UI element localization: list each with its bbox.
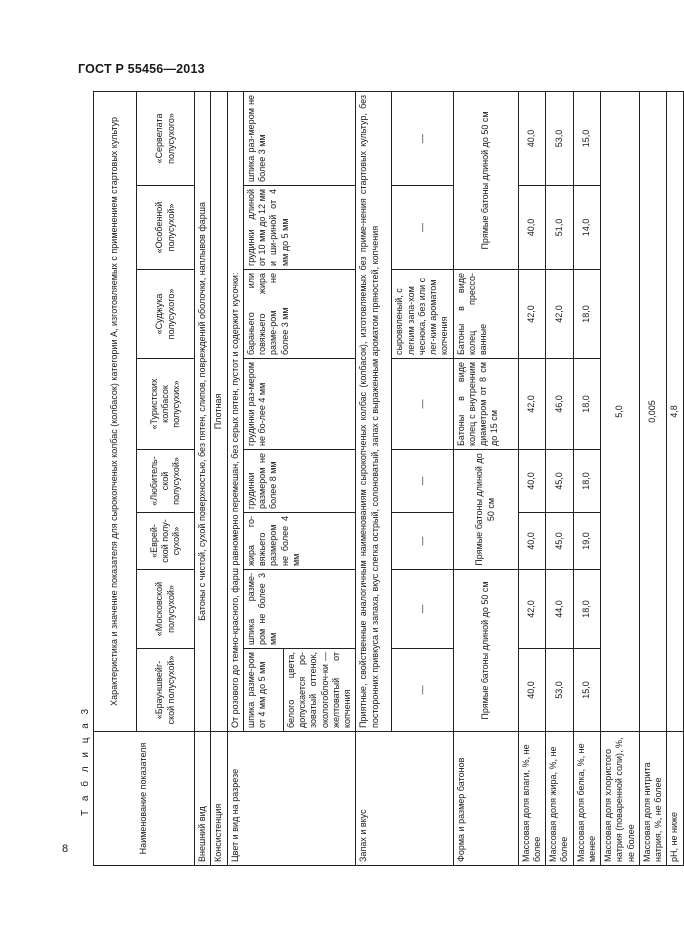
protein-value: 18,0 xyxy=(573,270,601,359)
color-value: грудинки длиной от 10 мм до 12 мм и ши-риной от 4 мм до 5 мм xyxy=(243,186,356,270)
characteristics-group-header: Характеристика и значение показателя для сырокопченых колбас (колбасок) категории А, изготовляемых с применением стартовых культур xyxy=(94,91,137,731)
dash: — xyxy=(392,513,453,570)
row-label-fat: Массовая доля жира, %, не более xyxy=(546,732,574,866)
shape-value: Батоны в виде колец с внутренним диаметром от 8 см до 15 см xyxy=(453,359,518,450)
nitrite-value: 0,005 xyxy=(639,91,667,731)
fat-value: 44,0 xyxy=(546,570,574,649)
shape-value: Прямые батоны длиной до 50 см xyxy=(453,570,518,732)
protein-value: 15,0 xyxy=(573,91,601,185)
quality-indicators-table xyxy=(93,91,684,866)
row-label-shape: Форма и размер батонов xyxy=(453,732,518,866)
fat-value: 42,0 xyxy=(546,270,574,359)
dash: — xyxy=(392,649,453,732)
product-header: «Туристских колбасок полусухих» xyxy=(137,359,195,450)
moisture-value: 42,0 xyxy=(518,359,546,450)
shape-value: Батоны в виде колец прессо-ванные xyxy=(453,270,518,359)
fat-value: 45,0 xyxy=(546,450,574,513)
fat-value: 53,0 xyxy=(546,649,574,732)
product-header: «Сервелата полусухого» xyxy=(137,91,195,185)
row-label-consistency: Консистенция xyxy=(211,732,227,866)
document-header: ГОСТ Р 55456—2013 xyxy=(78,62,205,76)
moisture-value: 40,0 xyxy=(518,186,546,270)
protein-value: 18,0 xyxy=(573,570,601,649)
indicator-name-header: Наименование показателя xyxy=(94,732,195,866)
dash: — xyxy=(392,91,453,185)
fat-value: 51,0 xyxy=(546,186,574,270)
color-value: шпика разме-ром не более 3 мм xyxy=(243,570,356,649)
protein-value: 18,0 xyxy=(573,359,601,450)
rotated-table-container xyxy=(93,92,680,866)
product-header: «Любитель-ской полусухой» xyxy=(137,450,195,513)
ph-value: 4,8 xyxy=(667,91,683,731)
shape-value: Прямые батоны длиной до 50 см xyxy=(453,450,518,570)
dash: — xyxy=(392,359,453,450)
moisture-value: 42,0 xyxy=(518,270,546,359)
product-header: «Еврей-ской полу-сухой» xyxy=(137,513,195,570)
protein-value: 15,0 xyxy=(573,649,601,732)
dash: — xyxy=(392,450,453,513)
color-common-value: От розового до темно-красного, фарш равномерно перемешан, без серых пятен, пустот и содержит кусочки: xyxy=(227,91,243,731)
salt-value: 5,0 xyxy=(601,91,640,731)
row-label-salt: Массовая доля хлористого натрия (поваренной соли), %, не более xyxy=(601,732,640,866)
color-value: белого цвета, допускается ро-зоватый оттенок, окологоблоч-ки — желтоватый от копчения xyxy=(283,649,356,732)
row-label-color: Цвет и вид на разрезе xyxy=(227,732,356,866)
shape-value: Прямые батоны длиной до 50 см xyxy=(453,91,518,269)
product-header: «Московской полусухой» xyxy=(137,570,195,649)
taste-common-value: Приятные, свойственные аналогичным наименованиям сырокопченых колбас (колбасок), изготовляемых без приме-нения стартовых культур, без посторонних привкуса и запаха, вкус слегка острый, солоноватый, запах с выраженным ароматом пряностей, копчения xyxy=(356,91,392,731)
consistency-value: Плотная xyxy=(211,91,227,731)
moisture-value: 40,0 xyxy=(518,513,546,570)
row-label-appearance: Внешний вид xyxy=(195,732,211,866)
row-label-protein: Массовая доля белка, %, не менее xyxy=(573,732,601,866)
protein-value: 14,0 xyxy=(573,186,601,270)
color-value: шпика раз-мером не более 3 мм xyxy=(243,91,356,185)
protein-value: 19,0 xyxy=(573,513,601,570)
row-label-nitrite: Массовая доля нитрита натрия, %, не более xyxy=(639,732,667,866)
moisture-value: 42,0 xyxy=(518,570,546,649)
color-value: грудинки размером не более 8 мм xyxy=(243,450,356,513)
page-number: 8 xyxy=(62,843,69,855)
moisture-value: 40,0 xyxy=(518,91,546,185)
color-value: жира го-вяжьего размером не более 4 мм xyxy=(243,513,356,570)
row-label-ph: pH, не ниже xyxy=(667,732,683,866)
table-caption: Т а б л и ц а 3 xyxy=(80,705,91,816)
fat-value: 53,0 xyxy=(546,91,574,185)
taste-value: сыровяленый, с легким запа-хом чеснока, без или с лег-ким ароматом копчения xyxy=(392,270,453,359)
fat-value: 46,0 xyxy=(546,359,574,450)
product-header: «Суджука полусухого» xyxy=(137,270,195,359)
color-value: грудинки раз-мером не бо-лее 4 мм xyxy=(243,359,356,450)
moisture-value: 40,0 xyxy=(518,649,546,732)
protein-value: 18,0 xyxy=(573,450,601,513)
fat-value: 45,0 xyxy=(546,513,574,570)
product-header: «Особенной полусухой» xyxy=(137,186,195,270)
color-value: шпика разме-ром от 4 мм до 5 мм xyxy=(243,649,283,732)
color-value: бараньего или говяжьего жира разме-ром не более 3 мм xyxy=(243,270,356,359)
row-label-taste: Запах и вкус xyxy=(356,732,453,866)
product-header: «Брауншвейг-ской полусухой» xyxy=(137,649,195,732)
moisture-value: 40,0 xyxy=(518,450,546,513)
appearance-value: Батоны с чистой, сухой поверхностью, без пятен, слипов, повреждений оболочки, наплывов фарша xyxy=(195,91,211,731)
dash: — xyxy=(392,186,453,270)
dash: — xyxy=(392,570,453,649)
row-label-moisture: Массовая доля влаги, %, не более xyxy=(518,732,546,866)
